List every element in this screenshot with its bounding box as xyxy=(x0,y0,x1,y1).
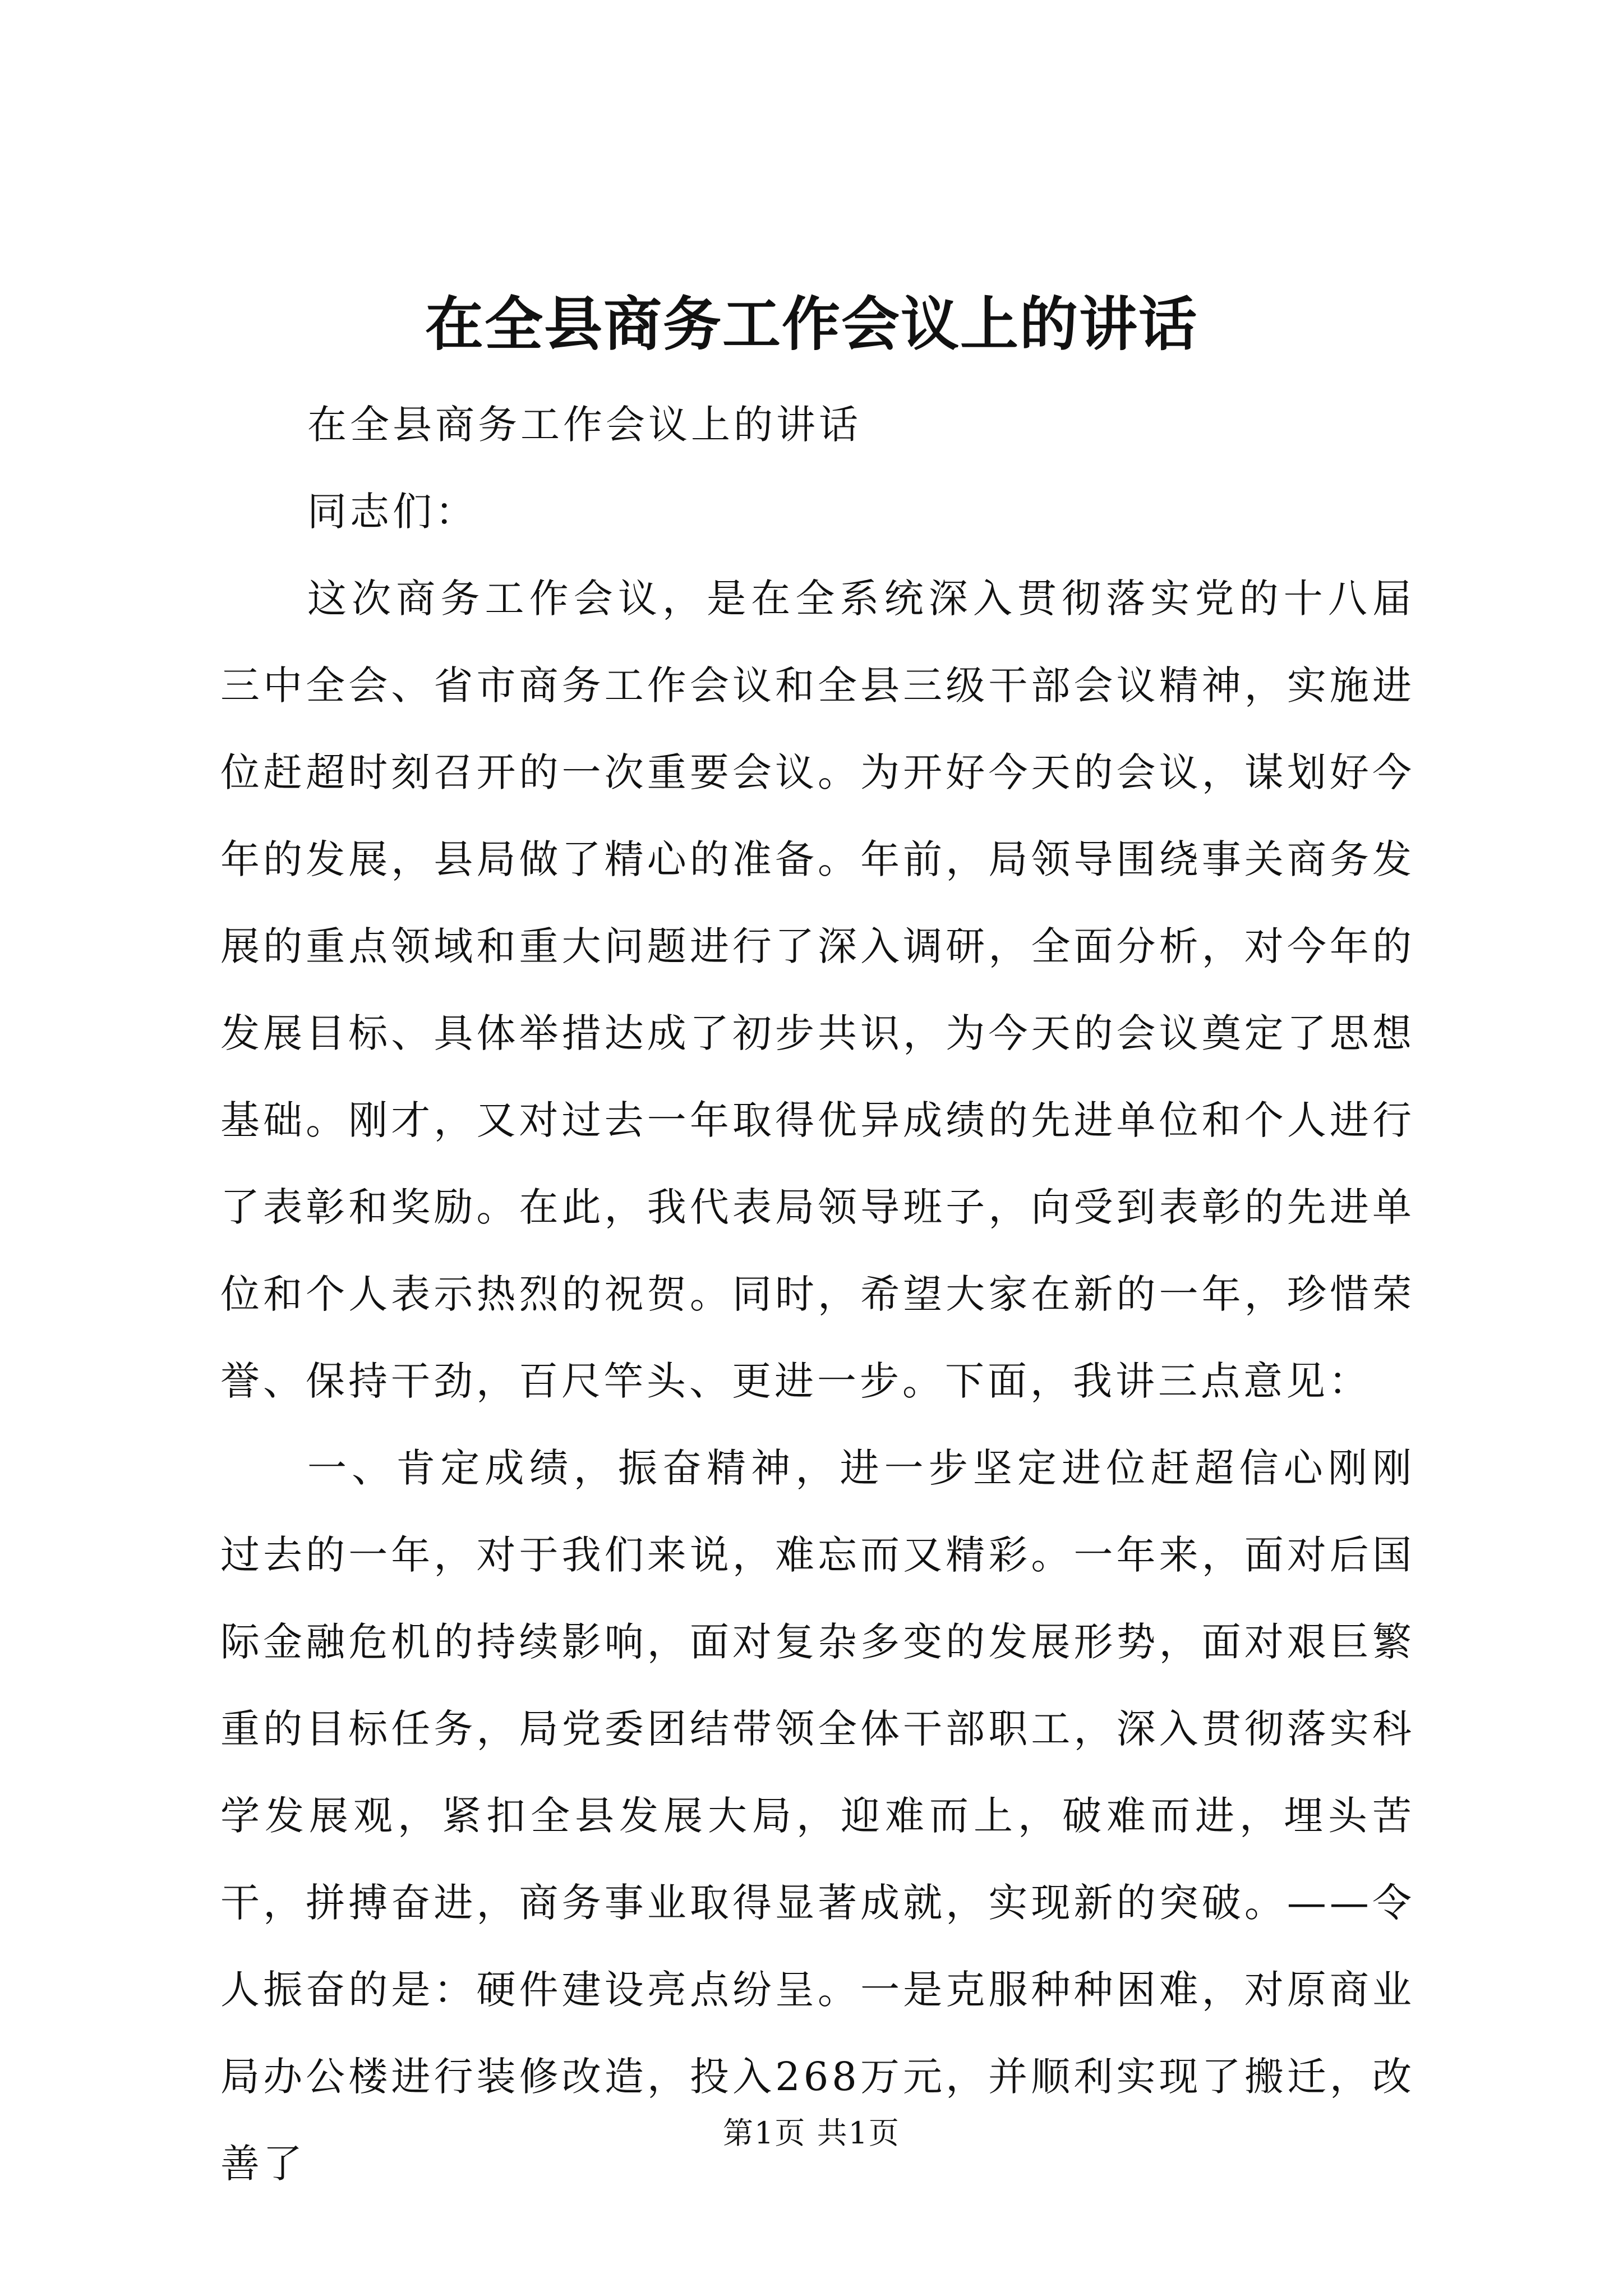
paragraph-section-one: 一、肯定成绩，振奋精神，进一步坚定进位赶超信心刚刚过去的一年，对于我们来说，难忘而又精彩。一年来，面对后国际金融危机的持续影响，面对复杂多变的发展形势，面对艰巨繁重的目标任务，局党委团结带领全体干部职工，深入贯彻落实科学发展观，紧扣全县发展大局，迎难而上，破难而进，埋头苦干，拼搏奋进，商务事业取得显著成就，实现新的突破。——令人振奋的是：硬件建设亮点纷呈。一是克服种种困难，对原商业局办公楼进行装修改造，投入268万元，并顺利实现了搬迁，改善了 xyxy=(220,1445,1415,2187)
paragraph-subtitle: 在全县商务工作会议上的讲话 xyxy=(307,402,861,448)
document-title: 在全县商务工作会议上的讲话 xyxy=(425,289,1198,358)
document-body xyxy=(220,381,1415,2207)
paragraph-salutation: 同志们： xyxy=(307,489,478,535)
page-footer: 第1页 共1页 xyxy=(723,2115,900,2151)
paragraph-intro: 这次商务工作会议，是在全系统深入贯彻落实党的十八届三中全会、省市商务工作会议和全县三级干部会议精神，实施进位赶超时刻召开的一次重要会议。为开好今天的会议，谋划好今年的发展，县局做了精心的准备。年前，局领导围绕事关商务发展的重点领域和重大问题进行了深入调研，全面分析，对今年的发展目标、具体举措达成了初步共识，为今天的会议奠定了思想基础。刚才，又对过去一年取得优异成绩的先进单位和个人进行了表彰和奖励。在此，我代表局领导班子，向受到表彰的先进单位和个人表示热烈的祝贺。同时，希望大家在新的一年，珍惜荣誉、保持干劲，百尺竿头、更进一步。下面，我讲三点意见： xyxy=(220,576,1415,1404)
